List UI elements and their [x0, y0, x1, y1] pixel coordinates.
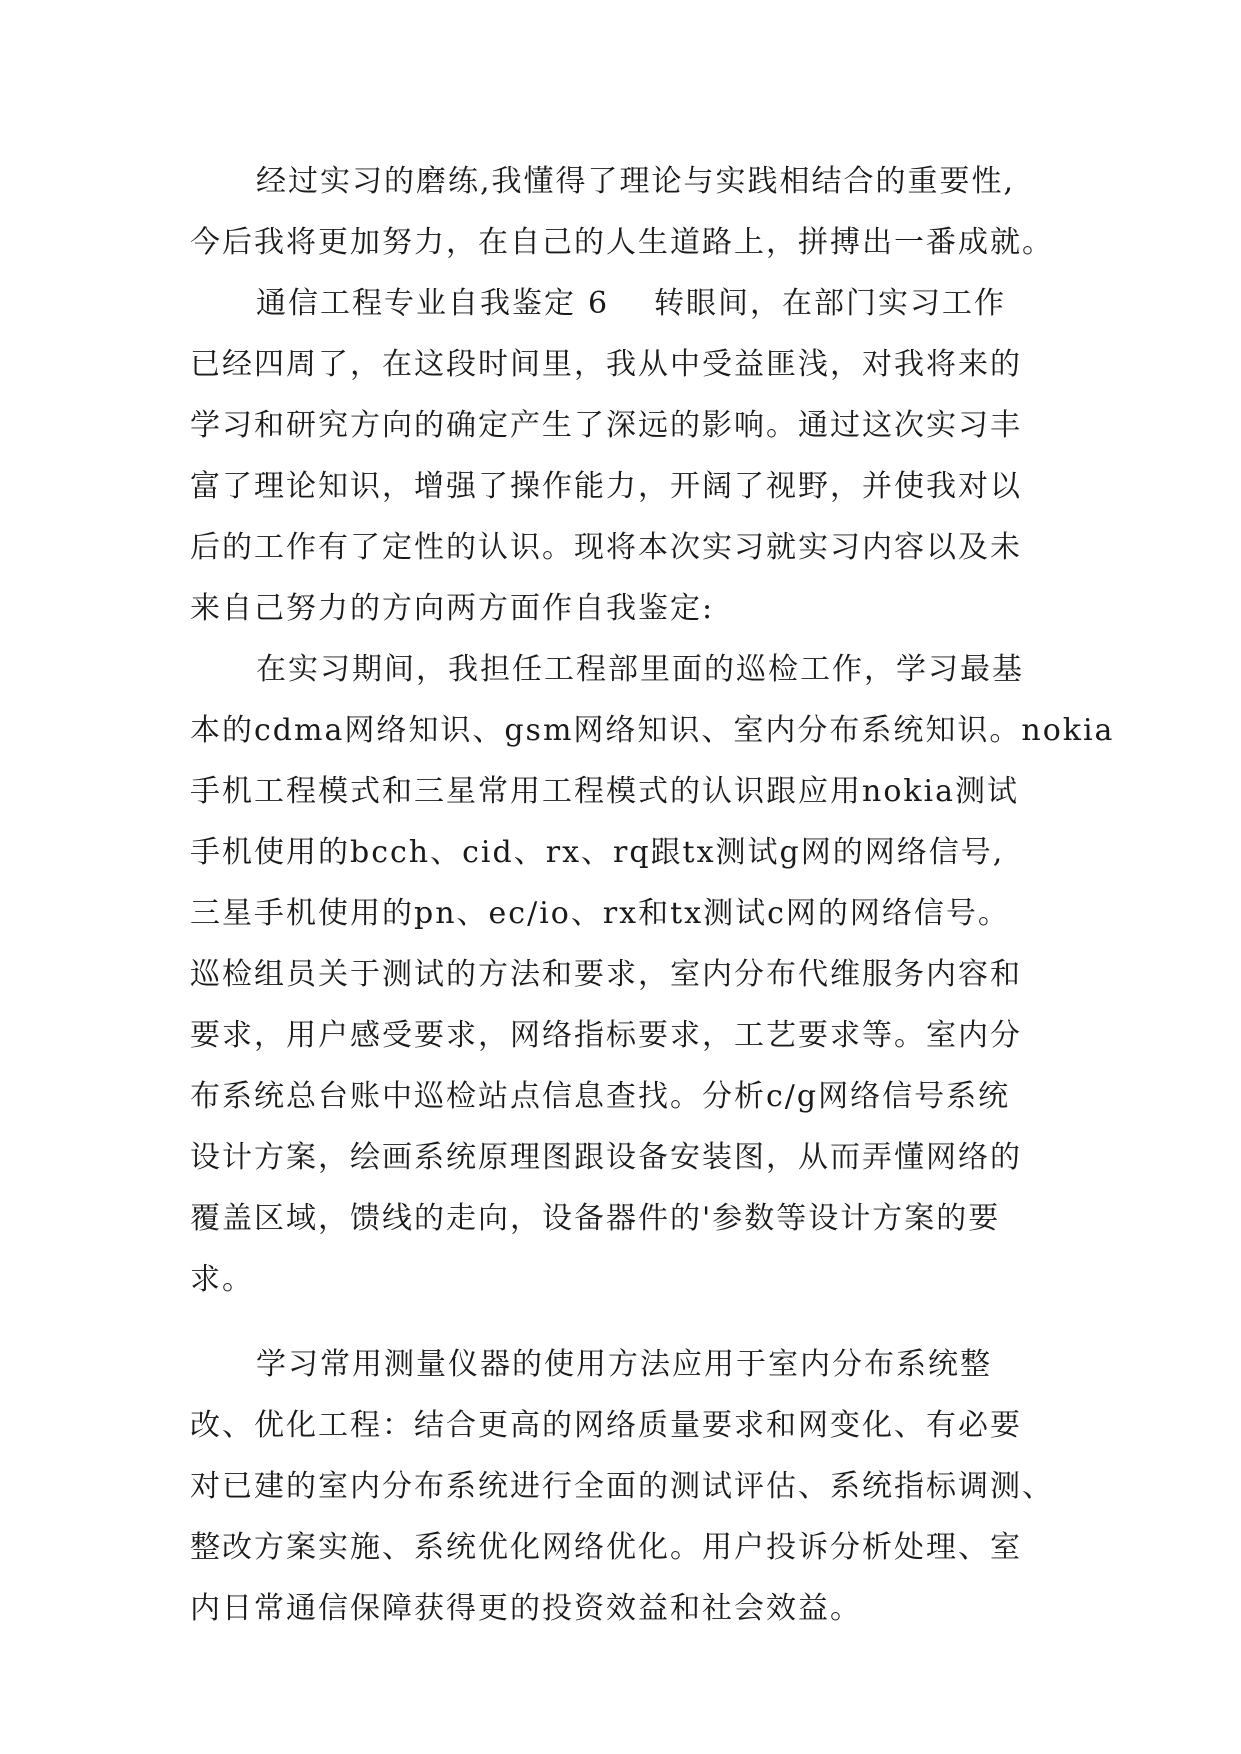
text-line: 在实习期间，我担任工程部里面的巡检工作，学习最基: [256, 652, 1024, 687]
text-line: 学习常用测量仪器的使用方法应用于室内分布系统整: [256, 1347, 992, 1382]
paragraph-1: [190, 160, 1090, 282]
text-line: 学习和研究方向的确定产生了深远的影响。通过这次实习丰: [190, 408, 1022, 443]
text-line: 经过实习的磨练,我懂得了理论与实践相结合的重要性,: [256, 164, 1016, 199]
text-line: 今后我将更加努力，在自己的人生道路上，拼搏出一番成就。: [190, 225, 1054, 260]
section-number: 6: [588, 286, 610, 321]
text-line: 布系统总台账中巡检站点信息查找。分析c/g网络信号系统: [190, 1079, 1011, 1114]
paragraph-4: [190, 1343, 1090, 1648]
text-line: 对已建的室内分布系统进行全面的测试评估、系统指标调测、: [190, 1469, 1054, 1504]
text-line: 巡检组员关于测试的方法和要求，室内分布代维服务内容和: [190, 957, 1022, 992]
document-body: [190, 160, 1115, 1648]
text-line: 内日常通信保障获得更的投资效益和社会效益。: [190, 1591, 862, 1626]
paragraph-2: [190, 282, 1090, 648]
section-heading: 通信工程专业自我鉴定: [256, 286, 576, 321]
section-heading-line: [190, 282, 1090, 343]
text-line: 转眼间，在部门实习工作: [654, 286, 1006, 321]
text-line: 求。: [190, 1262, 254, 1297]
text-line: 本的cdma网络知识、gsm网络知识、室内分布系统知识。nokia: [190, 713, 1115, 748]
text-line: 三星手机使用的pn、ec/io、rx和tx测试c网的网络信号。: [190, 896, 1010, 931]
text-line: 要求，用户感受要求，网络指标要求，工艺要求等。室内分: [190, 1018, 1022, 1053]
text-line: 手机使用的bcch、cid、rx、rq跟tx测试g网的网络信号,: [190, 835, 1005, 870]
text-line: 已经四周了，在这段时间里，我从中受益匪浅，对我将来的: [190, 347, 1022, 382]
text-line: 改、优化工程：结合更高的网络质量要求和网变化、有必要: [190, 1408, 1022, 1443]
paragraph-3: [190, 648, 1115, 1319]
text-line: 手机工程模式和三星常用工程模式的认识跟应用nokia测试: [190, 774, 1020, 809]
text-line: 富了理论知识，增强了操作能力，开阔了视野，并使我对以: [190, 469, 1022, 504]
text-line: 覆盖区域，馈线的走向，设备器件的'参数等设计方案的要: [190, 1201, 1001, 1236]
text-line: 设计方案，绘画系统原理图跟设备安装图，从而弄懂网络的: [190, 1140, 1022, 1175]
text-line: 整改方案实施、系统优化网络优化。用户投诉分析处理、室: [190, 1530, 1022, 1565]
text-line: 后的工作有了定性的认识。现将本次实习就实习内容以及未: [190, 530, 1022, 565]
text-line: 来自己努力的方向两方面作自我鉴定:: [190, 591, 715, 626]
